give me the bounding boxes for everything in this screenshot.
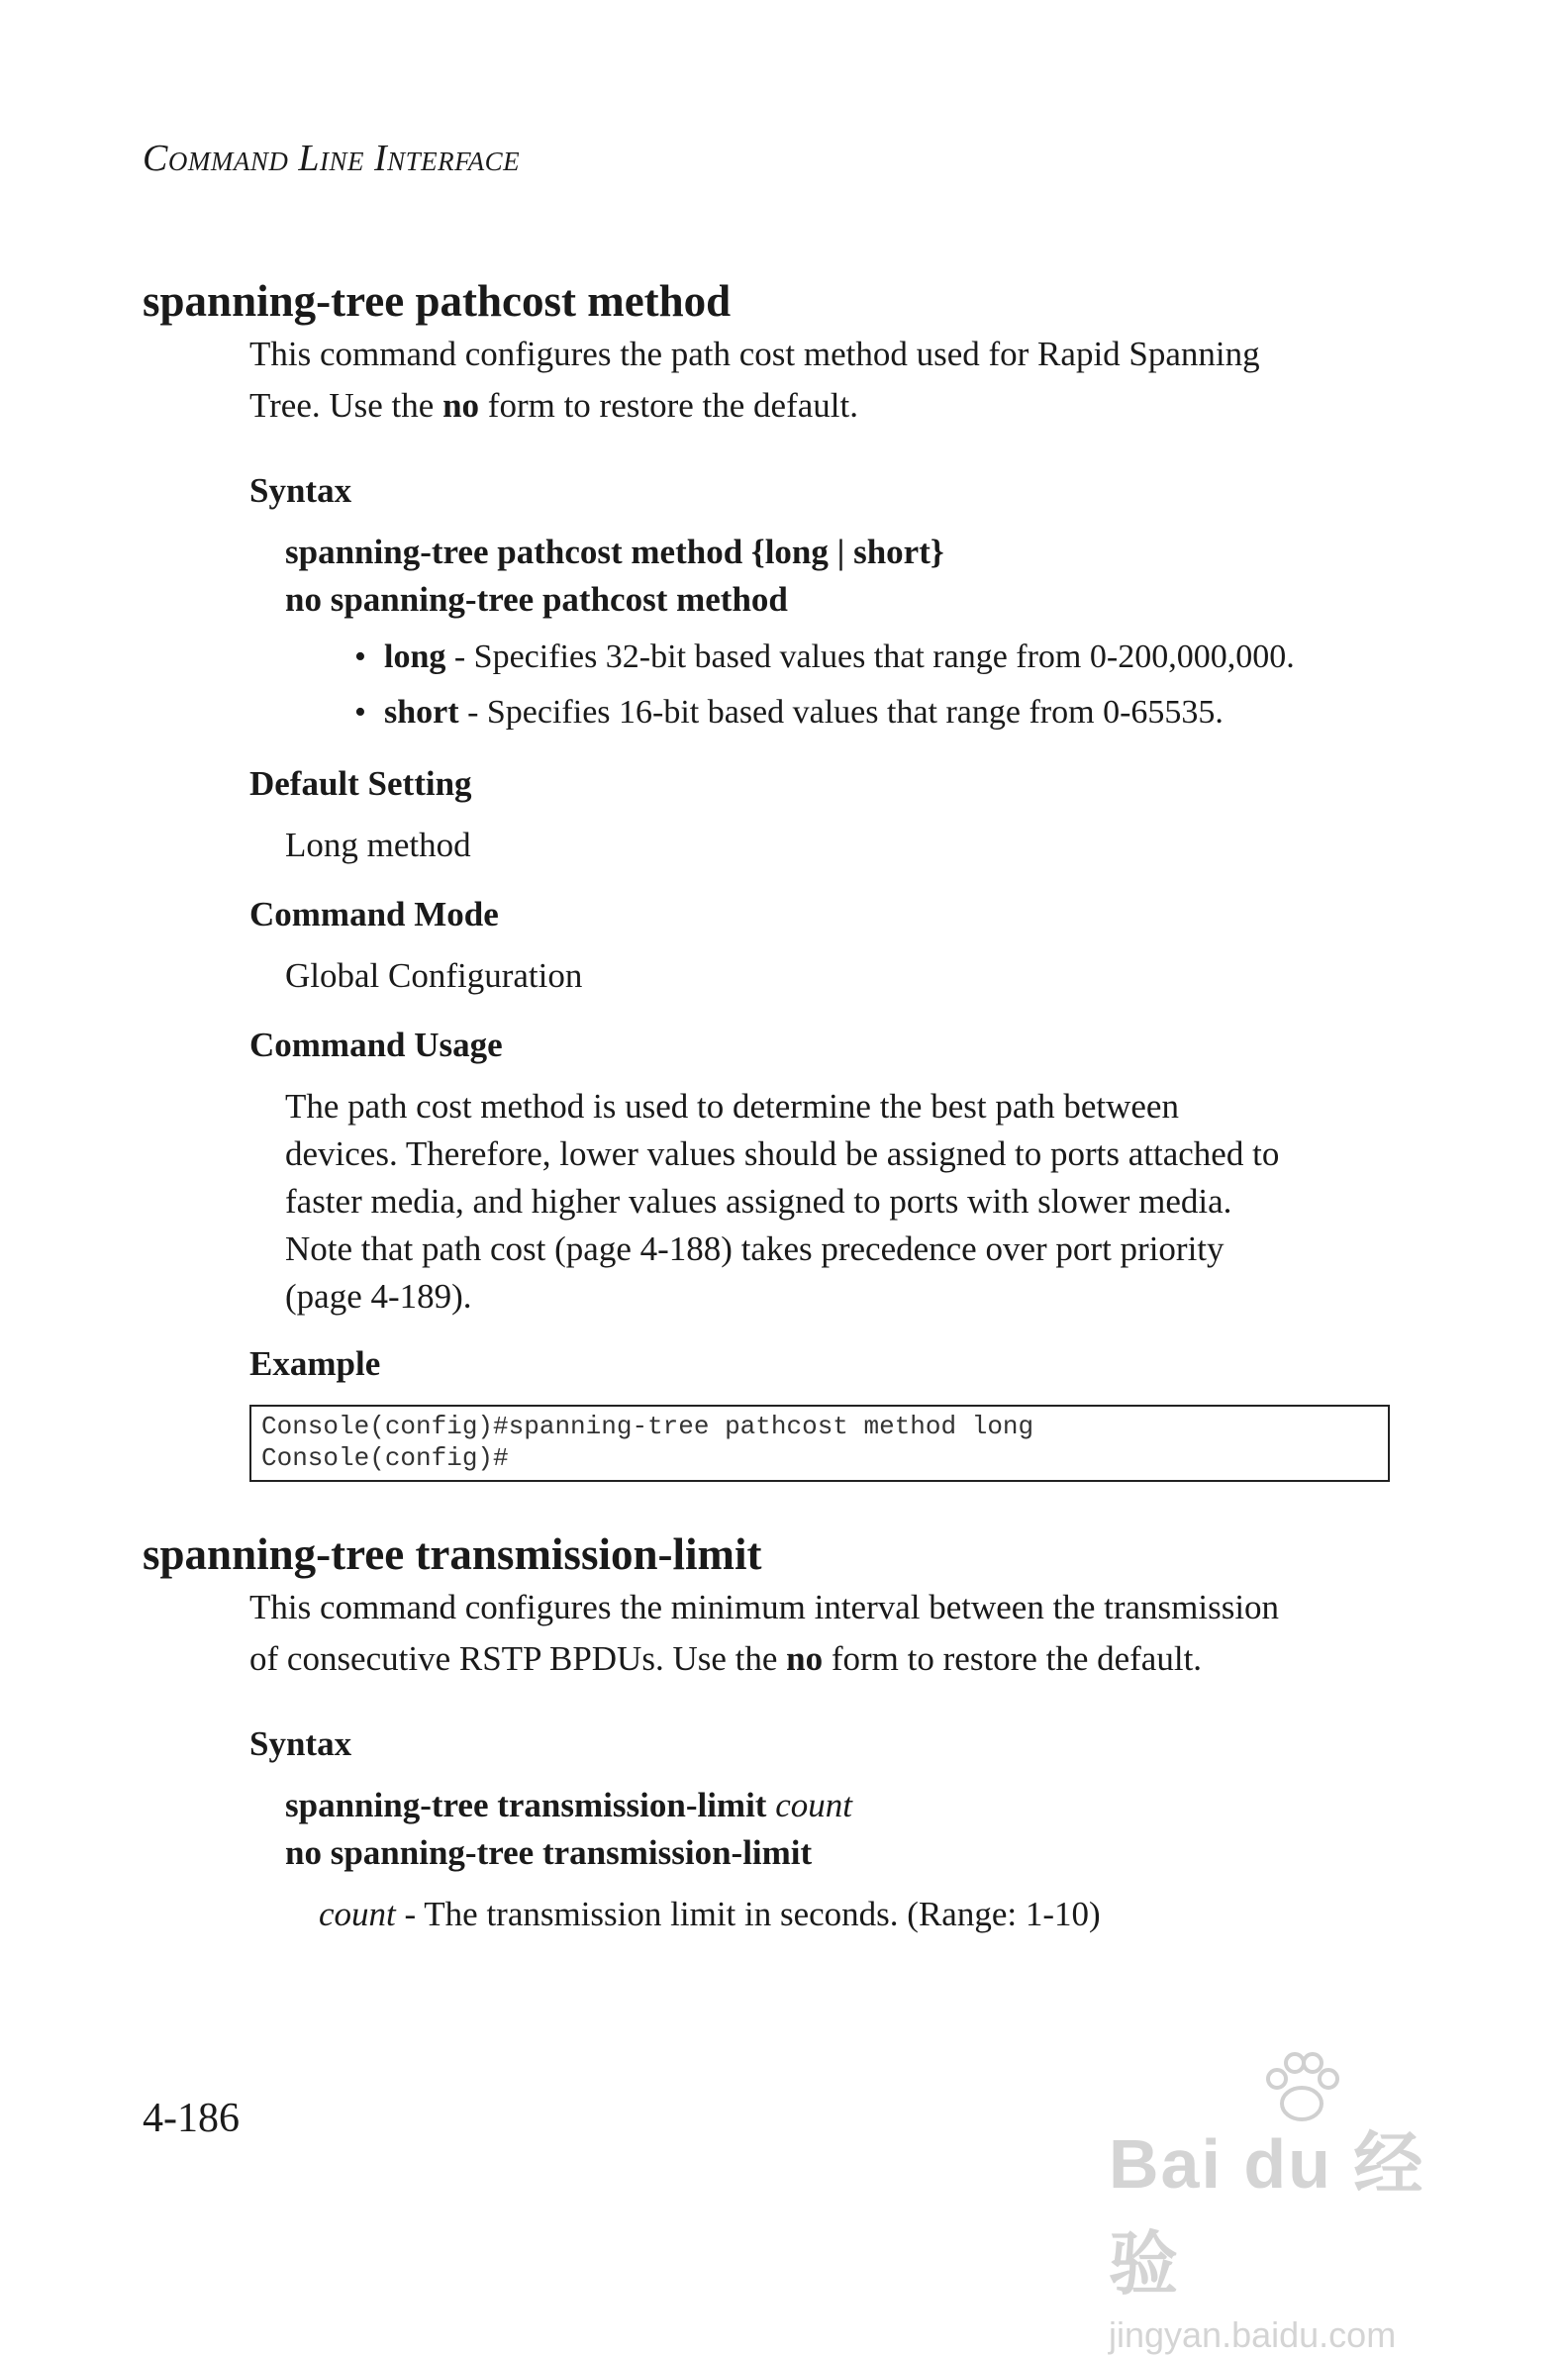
usage-line: (page 4-189). [285, 1277, 472, 1316]
syntax-block [285, 1782, 852, 1877]
syntax-heading: Syntax [249, 1724, 352, 1763]
bullet-term: short [384, 694, 459, 731]
code-line: Console(config)#spanning-tree pathcost method long [261, 1412, 1034, 1441]
section1-intro [249, 329, 1398, 432]
watermark-brand: Bai du 经验 [1109, 2125, 1425, 2303]
syntax-line: no spanning-tree transmission-limit [285, 1833, 813, 1872]
watermark-url: jingyan.baidu.com [1109, 2314, 1397, 2355]
list-item [354, 689, 1295, 736]
section-title-transmission-limit: spanning-tree transmission-limit [143, 1529, 762, 1579]
code-line: Console(config)# [261, 1443, 509, 1473]
default-setting-heading: Default Setting [249, 764, 472, 803]
syntax-heading: Syntax [249, 471, 352, 510]
bullet-icon: • [354, 638, 366, 675]
intro-text: Tree. Use the [249, 386, 443, 425]
param-desc: - The transmission limit in seconds. (Range: 1-10) [395, 1895, 1101, 1933]
example-code-box [249, 1405, 1390, 1482]
intro-keyword-no: no [442, 386, 480, 425]
syntax-block [285, 529, 944, 624]
intro-text: form to restore the default. [823, 1639, 1203, 1678]
running-header: Command Line Interface [143, 138, 521, 179]
syntax-line: spanning-tree pathcost method {long | short} [285, 533, 944, 571]
list-item [354, 634, 1295, 681]
command-mode-value: Global Configuration [285, 956, 583, 995]
section1-intro-line1: This command configures the path cost method used for Rapid Spanning [249, 335, 1260, 373]
intro-text: form to restore the default. [479, 386, 858, 425]
syntax-line: no spanning-tree pathcost method [285, 580, 788, 619]
command-usage-text [285, 1083, 1404, 1321]
bullet-desc: - Specifies 16-bit based values that range from 0-65535. [458, 694, 1224, 731]
usage-line: Note that path cost (page 4-188) takes precedence over port priority [285, 1229, 1225, 1268]
bullet-list [354, 634, 1295, 736]
param-term: count [319, 1895, 396, 1933]
section-title-pathcost-method: spanning-tree pathcost method [143, 276, 732, 326]
usage-line: The path cost method is used to determine the best path between [285, 1087, 1179, 1126]
usage-line: devices. Therefore, lower values should be assigned to ports attached to [285, 1134, 1280, 1173]
command-usage-heading: Command Usage [249, 1026, 503, 1064]
section1-intro-line2 [249, 380, 1398, 432]
section2-intro-line1: This command configures the minimum interval between the transmission [249, 1588, 1280, 1626]
bullet-desc: - Specifies 32-bit based values that range from 0-200,000,000. [445, 638, 1295, 675]
paw-icon [1257, 2049, 1346, 2128]
section2-intro [249, 1582, 1398, 1685]
command-mode-heading: Command Mode [249, 895, 499, 933]
syntax-param: count [775, 1786, 852, 1824]
default-setting-value: Long method [285, 826, 471, 864]
intro-text: of consecutive RSTP BPDUs. Use the [249, 1639, 787, 1678]
intro-keyword-no: no [786, 1639, 824, 1678]
section2-intro-line2 [249, 1633, 1398, 1685]
watermark [1109, 2059, 1485, 2355]
syntax-command: spanning-tree transmission-limit [285, 1786, 776, 1824]
syntax-line [285, 1782, 852, 1829]
page-number: 4-186 [143, 2096, 240, 2141]
param-description [319, 1891, 1101, 1938]
usage-line: faster media, and higher values assigned to ports with slower media. [285, 1182, 1232, 1221]
example-heading: Example [249, 1344, 381, 1383]
bullet-icon: • [354, 694, 366, 731]
bullet-term: long [384, 638, 446, 675]
